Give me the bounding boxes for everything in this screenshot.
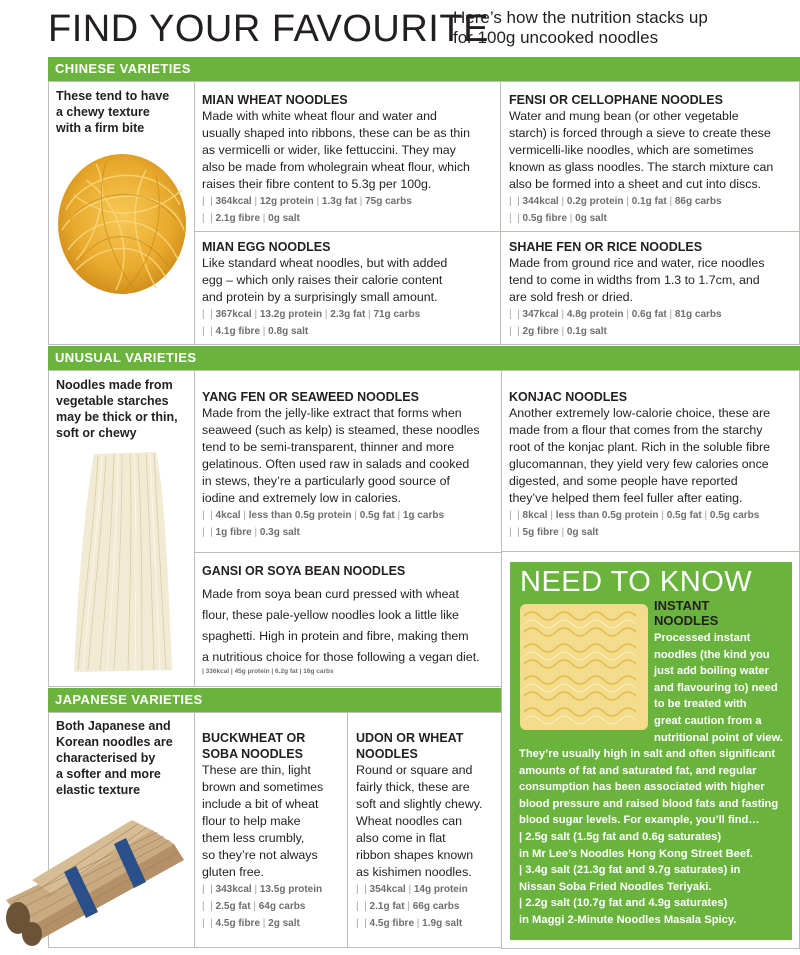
text-line: They’re usually high in salt and often significant xyxy=(519,748,776,760)
body-line: Water and mung bean (or other vegetable xyxy=(509,109,739,123)
title-line: NOODLES xyxy=(356,747,418,761)
text-line: amounts of fat and saturated fat, and regular xyxy=(519,764,757,777)
nutrition-value: | 2.5g fat xyxy=(207,901,250,912)
text-line: blood sugar levels. For example, you’ll find… xyxy=(519,814,760,827)
nutrition-value: | 2.1g fat xyxy=(361,901,404,912)
example-item: | 3.4g salt (21.3g fat and 9.7g saturates) in xyxy=(519,864,741,877)
nutrition-value: | 8kcal xyxy=(514,510,547,521)
divider xyxy=(194,231,800,232)
body-line: starch) is forced through a sieve to create these xyxy=(509,126,771,140)
text-line: just add boiling water xyxy=(654,665,769,678)
nutrition-row: | | 2g fibre | 0.1g salt xyxy=(509,323,765,340)
nutrition-value: | 71g carbs xyxy=(365,309,420,320)
intro-line: Both Japanese and xyxy=(56,719,171,733)
body-line: as kishimen noodles. xyxy=(356,865,472,879)
nutrition-value: | 364kcal xyxy=(207,196,251,207)
divider xyxy=(500,81,501,345)
body-line: in stews, they’re a particularly good source of xyxy=(202,474,450,488)
nutrition-row: | | 364kcal | 12g protein | 1.3g fat | 75g carbs xyxy=(202,193,470,210)
nutrition-value: | 13.5g protein xyxy=(252,884,322,895)
nutrition-row: | | 5g fibre | 0g salt xyxy=(509,524,770,541)
nutrition-value: | 1g carbs xyxy=(395,510,444,521)
nutrition-value: | 344kcal xyxy=(514,196,558,207)
text-line: blood pressure and raised blood fats and fasting xyxy=(519,797,779,810)
body-line: soft and slightly chewy. xyxy=(356,797,483,811)
nutrition-row: | | 0.5g fibre | 0g salt xyxy=(509,210,773,227)
body-line: spaghetti. High in protein and fibre, making them xyxy=(202,629,469,643)
card-konjac-noodles xyxy=(509,389,770,541)
body-line: egg – which only raises their calorie content xyxy=(202,273,443,287)
example-item: | 2.2g salt (10.7g fat and 4.9g saturates) xyxy=(519,897,728,910)
nutrition-value: 6.2g fat xyxy=(275,668,298,675)
nutrition-value: | 347kcal xyxy=(514,309,558,320)
card-body xyxy=(356,762,483,881)
card-title: MIAN WHEAT NOODLES xyxy=(202,93,348,107)
nutrition-value: | 1g fibre xyxy=(207,527,251,538)
nutrition-value: | 0.1g fat xyxy=(624,196,667,207)
nutrition-value: | less than 0.5g protein xyxy=(548,510,659,521)
text-line: nutritional point of view. xyxy=(654,731,783,744)
body-line: flour to help make xyxy=(202,814,301,828)
body-line: them less crumbly, xyxy=(202,831,305,845)
nutrition-row: | | 4.5g fibre | 1.9g salt xyxy=(356,915,483,932)
body-line: Made from ground rice and water, rice noodles xyxy=(509,256,765,270)
nutrition-value: | 354kcal xyxy=(361,884,405,895)
intro-line: soft or chewy xyxy=(56,426,137,440)
body-line: seaweed (such as kelp) is steamed, these noodles xyxy=(202,423,480,437)
intro-line: Noodles made from xyxy=(56,378,173,392)
card-title: KONJAC NOODLES xyxy=(509,390,628,404)
intro-line: Korean noodles are xyxy=(56,735,173,749)
vermicelli-bundle-image xyxy=(64,448,182,676)
nutrition-value: | 0.5g carbs xyxy=(702,510,760,521)
example-product: Nissan Soba Fried Noodles Teriyaki. xyxy=(519,880,712,893)
nutrition-row: | | 354kcal | 14g protein xyxy=(356,881,483,898)
nutrition-row: | | 2.1g fat | 66g carbs xyxy=(356,898,483,915)
nutrition-row: | | 8kcal | less than 0.5g protein | 0.5g fat | 0.5g carbs xyxy=(509,507,770,524)
body-line: Made from the jelly-like extract that forms when xyxy=(202,406,462,420)
body-line: Like standard wheat noodles, but with added xyxy=(202,256,448,270)
nutrition-row: | | 1g fibre | 0.3g salt xyxy=(202,524,480,541)
nutrition-value: | 0.6g fat xyxy=(624,309,667,320)
body-line: and protein by a surprisingly small amount. xyxy=(202,290,438,304)
body-line: also be formed into a sheet and cut into discs. xyxy=(509,177,762,191)
nutrition-value: | 75g carbs xyxy=(357,196,412,207)
card-shahe-fen-noodles xyxy=(509,239,765,340)
section-band-chinese: CHINESE VARIETIES xyxy=(48,57,800,81)
page-title: FIND YOUR FAVOURITE xyxy=(48,8,489,50)
card-title xyxy=(356,730,483,762)
instant-noodle-block-image xyxy=(518,602,650,732)
need-to-know-side-text xyxy=(654,630,783,746)
nutrition-value: | 12g protein xyxy=(252,196,314,207)
card-body xyxy=(202,255,447,306)
nutrition-value: | 0.2g protein xyxy=(559,196,624,207)
card-body xyxy=(509,108,773,193)
nutrition-row: | | 4.5g fibre | 2g salt xyxy=(202,915,323,932)
nutrition-value: | 0g salt xyxy=(567,213,607,224)
nutrition-value: | 0g salt xyxy=(260,213,300,224)
card-title: MIAN EGG NOODLES xyxy=(202,240,331,254)
body-line: Wheat noodles can xyxy=(356,814,463,828)
divider xyxy=(194,81,195,345)
nutrition-value: 45g protein xyxy=(234,668,270,675)
nutrition-row: | | 2.1g fibre | 0g salt xyxy=(202,210,470,227)
body-line: fairly thick, these are xyxy=(356,780,470,794)
intro-line: a chewy texture xyxy=(56,105,150,119)
nutrition-value: 16g carbs xyxy=(303,668,334,675)
soba-bundles-image xyxy=(2,810,198,950)
body-line: a nutritious choice for those following a vegan diet. xyxy=(202,650,480,664)
body-line: ribbon shapes known xyxy=(356,848,474,862)
body-line: tend to come in widths from 1.3 to 1.7cm, and xyxy=(509,273,760,287)
nutrition-value: | 367kcal xyxy=(207,309,251,320)
salt-amount: 2.2g salt xyxy=(525,897,571,910)
nutrition-value: | 0.3g salt xyxy=(252,527,300,538)
body-line: also come in flat xyxy=(356,831,446,845)
intro-line: with a firm bite xyxy=(56,121,145,135)
nutrition-value: | 2.1g fibre xyxy=(207,213,260,224)
card-body xyxy=(202,405,480,507)
card-title: FENSI OR CELLOPHANE NOODLES xyxy=(509,93,723,107)
text-line: noodles (the kind you xyxy=(654,648,770,661)
card-fensi-noodles xyxy=(509,92,773,227)
nutrition-value: | 64g carbs xyxy=(251,901,306,912)
nutrition-value: | 4.5g fibre xyxy=(207,918,260,929)
intro-line: vegetable starches xyxy=(56,394,169,408)
nutrition-value: 336kcal xyxy=(205,668,230,675)
nutrition-row: | | 347kcal | 4.8g protein | 0.6g fat | 81g carbs xyxy=(509,306,765,323)
card-udon-noodles xyxy=(356,730,483,932)
example-product: in Mr Lee’s Noodles Hong Kong Street Beef. xyxy=(519,847,753,860)
body-line: as vermicelli or wider, like fettuccini. They may xyxy=(202,143,456,157)
body-line: vermicelli-like noodles, which are sometimes xyxy=(509,143,754,157)
nutrition-value: | 2.3g fat xyxy=(322,309,365,320)
title-line: SOBA NOODLES xyxy=(202,747,303,761)
intro-line: elastic texture xyxy=(56,783,141,797)
card-body xyxy=(509,255,765,306)
unusual-intro xyxy=(56,377,178,441)
nutrition-value: | 1.9g salt xyxy=(414,918,462,929)
need-to-know-title: NEED TO KNOW xyxy=(520,566,753,598)
example-product: in Maggi 2-Minute Noodles Masala Spicy. xyxy=(519,913,737,926)
nutrition-value: | 0.5g fat xyxy=(352,510,395,521)
nutrition-value: | 4kcal xyxy=(207,510,240,521)
nutrition-value: | 14g protein xyxy=(406,884,468,895)
nutrition-value: | 2g salt xyxy=(260,918,300,929)
egg-noodle-nest-image xyxy=(56,150,191,300)
body-line: raises their fibre content to 5.3g per 100g. xyxy=(202,177,432,191)
body-line: so they’re not always xyxy=(202,848,318,862)
text-line: great caution from a xyxy=(654,714,762,727)
salt-amount: 2.5g salt xyxy=(525,830,571,843)
intro-line: characterised by xyxy=(56,751,156,765)
need-to-know-subtitle xyxy=(654,598,718,628)
nutrition-value: | 0.5g fibre xyxy=(514,213,567,224)
card-gansi-noodles xyxy=(202,563,480,675)
nutrition-value: | 66g carbs xyxy=(405,901,460,912)
title-line: UDON OR WHEAT xyxy=(356,731,464,745)
body-line: iodine and extremely low in calories. xyxy=(202,491,402,505)
body-line: are sold fresh or dried. xyxy=(509,290,633,304)
body-line: These are thin, light xyxy=(202,763,311,777)
nutrition-value: | 0g salt xyxy=(559,527,599,538)
card-body xyxy=(509,405,770,507)
subtitle-line: for 100g uncooked noodles xyxy=(453,28,659,47)
nutrition-value: | 0.1g salt xyxy=(559,326,607,337)
body-line: Another extremely low-calorie choice, these are xyxy=(509,406,771,420)
nutrition-value: | 0.8g salt xyxy=(260,326,308,337)
intro-line: These tend to have xyxy=(56,89,170,103)
example-detail: (1.5g fat and 0.6g saturates) xyxy=(573,830,722,843)
nutrition-value: | 343kcal xyxy=(207,884,251,895)
body-line: gluten free. xyxy=(202,865,264,879)
subtitle-line: NOODLES xyxy=(654,613,719,628)
need-to-know-body xyxy=(519,746,778,929)
nutrition-value: | 81g carbs xyxy=(667,309,722,320)
card-title xyxy=(202,730,323,762)
body-line: brown and sometimes xyxy=(202,780,324,794)
body-line: Made from soya bean curd pressed with wheat xyxy=(202,587,459,601)
body-line: gelatinous. Often used raw in salads and cooked xyxy=(202,457,470,471)
subtitle-line: Here’s how the nutrition stacks up xyxy=(453,8,708,27)
nutrition-row: | | 4kcal | less than 0.5g protein | 0.5g fat | 1g carbs xyxy=(202,507,480,524)
nutrition-value: | 1.3g fat xyxy=(314,196,357,207)
body-line: known as glass noodles. The starch mixture can xyxy=(509,160,774,174)
card-yang-fen-noodles xyxy=(202,389,480,541)
example-item: | 2.5g salt (1.5g fat and 0.6g saturates) xyxy=(519,830,722,843)
divider xyxy=(194,552,502,553)
nutrition-row: | 336kcal | 45g protein | 6.2g fat | 16g carbs xyxy=(202,668,334,675)
nutrition-value: | 4.8g protein xyxy=(559,309,624,320)
card-title: SHAHE FEN OR RICE NOODLES xyxy=(509,240,703,254)
text-line: to be treated with xyxy=(654,698,747,711)
body-line: include a bit of wheat xyxy=(202,797,319,811)
body-line: flour, these pale-yellow noodles look a little like xyxy=(202,608,459,622)
subtitle-line: INSTANT xyxy=(654,598,710,613)
card-soba-noodles xyxy=(202,730,323,932)
card-title: GANSI OR SOYA BEAN NOODLES xyxy=(202,564,406,578)
card-mian-egg-noodles xyxy=(202,239,447,340)
card-body xyxy=(202,108,470,193)
example-detail: (10.7g fat and 4.9g saturates) xyxy=(573,897,728,910)
body-line: they’ve helped them feel fuller after eating. xyxy=(509,491,743,505)
body-line: usually shaped into ribbons, these can be as thin xyxy=(202,126,470,140)
body-line: also be made from wholegrain wheat flour, which xyxy=(202,160,470,174)
nutrition-row: | | 343kcal | 13.5g protein xyxy=(202,881,323,898)
japanese-intro xyxy=(56,718,173,798)
card-body xyxy=(202,762,323,881)
body-line: Made with white wheat flour and water and xyxy=(202,109,437,123)
section-band-japanese: JAPANESE VARIETIES xyxy=(48,688,502,712)
nutrition-row: | | 367kcal | 13.2g protein | 2.3g fat | 71g carbs xyxy=(202,306,447,323)
body-line: digested, and some people have reported xyxy=(509,474,738,488)
nutrition-row: | | 344kcal | 0.2g protein | 0.1g fat | 86g carbs xyxy=(509,193,773,210)
example-detail: (21.3g fat and 9.7g saturates) in xyxy=(573,864,741,877)
body-line: made from a flour that comes from the starchy xyxy=(509,423,763,437)
chinese-intro xyxy=(56,88,169,136)
nutrition-value: | 13.2g protein xyxy=(252,309,322,320)
nutrition-row: | | 4.1g fibre | 0.8g salt xyxy=(202,323,447,340)
nutrition-value: | less than 0.5g protein xyxy=(241,510,352,521)
nutrition-value: | 5g fibre xyxy=(514,527,558,538)
title-line: BUCKWHEAT OR xyxy=(202,731,306,745)
body-line: tend to be semi-transparent, thinner and more xyxy=(202,440,455,454)
divider xyxy=(347,712,348,948)
nutrition-row: | | 2.5g fat | 64g carbs xyxy=(202,898,323,915)
intro-line: may be thick or thin, xyxy=(56,410,178,424)
nutrition-value: | 0.5g fat xyxy=(659,510,702,521)
card-body xyxy=(202,584,480,668)
body-line: glucomannan, they yield very few calories once xyxy=(509,457,769,471)
body-line: Round or square and xyxy=(356,763,473,777)
nutrition-value: | 4.5g fibre xyxy=(361,918,414,929)
nutrition-value: | 4.1g fibre xyxy=(207,326,260,337)
card-mian-wheat-noodles xyxy=(202,92,470,227)
page-subtitle xyxy=(453,8,708,48)
nutrition-value: | 86g carbs xyxy=(667,196,722,207)
body-line: root of the konjac plant. Rich in the soluble fibre xyxy=(509,440,771,454)
text-line: Processed instant xyxy=(654,632,751,644)
divider xyxy=(194,370,195,687)
intro-line: a softer and more xyxy=(56,767,161,781)
salt-amount: 3.4g salt xyxy=(525,864,571,877)
section-band-unusual: UNUSUAL VARIETIES xyxy=(48,346,800,370)
card-title: YANG FEN OR SEAWEED NOODLES xyxy=(202,390,419,404)
nutrition-value: | 2g fibre xyxy=(514,326,558,337)
text-line: and flavouring to) need xyxy=(654,681,778,694)
text-line: consumption has been associated with higher xyxy=(519,781,765,794)
